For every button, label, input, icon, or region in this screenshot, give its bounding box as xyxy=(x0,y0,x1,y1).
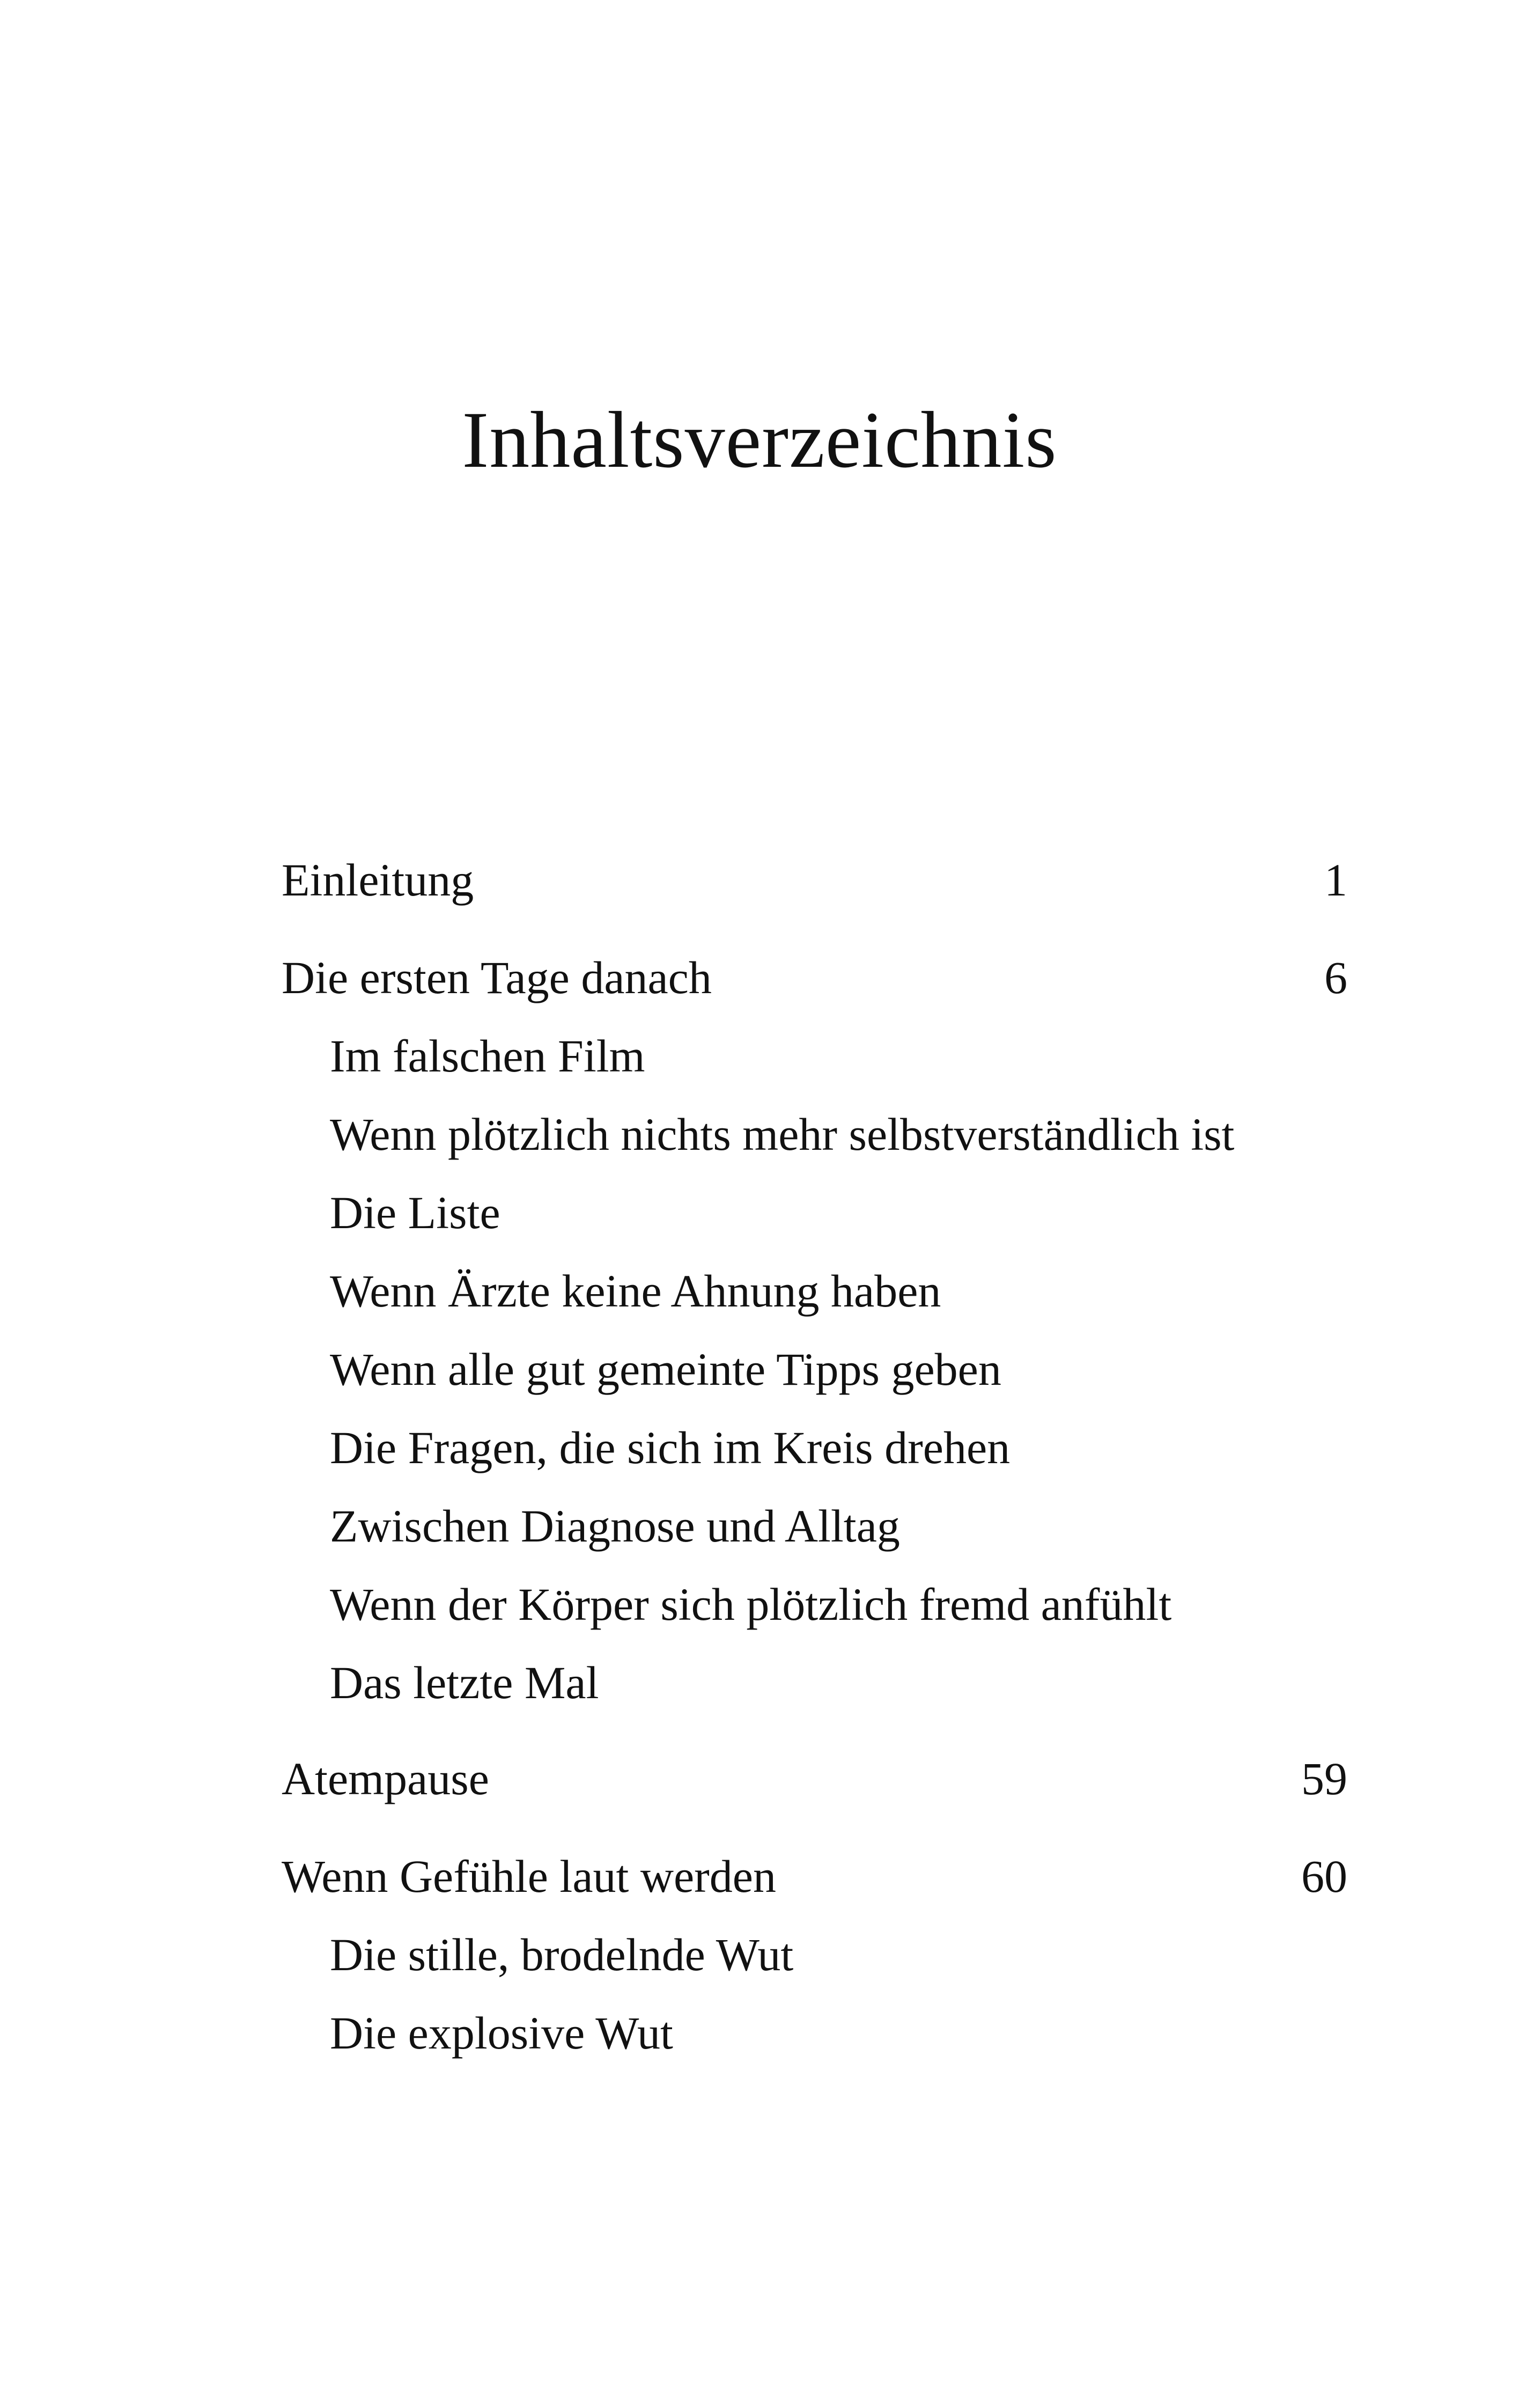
toc-subsection: Zwischen Diagnose und Alltag xyxy=(330,1500,900,1552)
toc-chapter-page: 60 xyxy=(1301,1851,1347,1902)
toc-chapter-page: 1 xyxy=(1324,854,1347,906)
toc-subsection: Wenn alle gut gemeinte Tipps geben xyxy=(330,1344,1001,1395)
toc-chapter-title: Wenn Gefühle laut werden xyxy=(282,1851,776,1902)
toc-subsection: Das letzte Mal xyxy=(330,1657,599,1708)
toc-subsection: Wenn der Körper sich plötzlich fremd anfühlt xyxy=(330,1579,1172,1630)
toc-subsection: Wenn Ärzte keine Ahnung haben xyxy=(330,1265,941,1317)
toc-chapter-page: 59 xyxy=(1301,1753,1347,1804)
toc-chapter-title: Atempause xyxy=(282,1753,489,1804)
toc-subsection: Die Fragen, die sich im Kreis drehen xyxy=(330,1422,1011,1473)
page-title: Inhaltsverzeichnis xyxy=(462,395,1057,484)
toc-chapter-page: 6 xyxy=(1324,952,1347,1003)
toc-subsection: Die Liste xyxy=(330,1187,500,1238)
toc-subsection: Im falschen Film xyxy=(330,1030,645,1082)
toc-chapter-title: Einleitung xyxy=(282,854,474,906)
toc-subsection: Die explosive Wut xyxy=(330,2007,673,2059)
toc-chapter-title: Die ersten Tage danach xyxy=(282,952,712,1003)
toc-subsection: Wenn plötzlich nichts mehr selbstverständlich ist xyxy=(330,1108,1235,1160)
toc-subsection: Die stille, brodelnde Wut xyxy=(330,1929,794,1980)
